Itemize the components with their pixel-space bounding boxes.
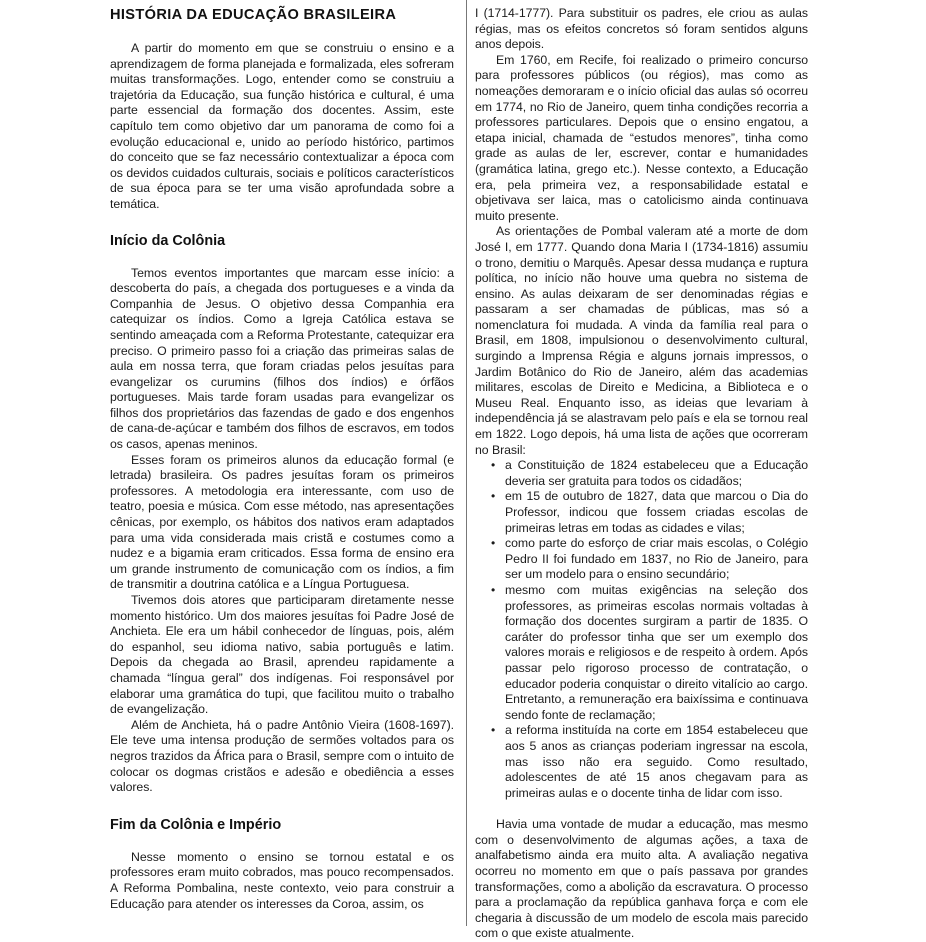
left-column <box>0 0 466 926</box>
bullet-icon: • <box>491 458 496 473</box>
paragraph: Em 1760, em Recife, foi realizado o primeiro concurso para professores públicos (ou régios), mas como as nomeações demoraram e o início oficial das aulas só ocorreu em 1774, no Rio de Janeiro, quem tinha condições recorria a professores particulares. Depois que o ensino engatou, a etapa inicial, chamada de “estudos menores”, tinha como grade as aulas de ler, escrever, contar e humanidades (gramática latina, grego etc.). Nesse contexto, a Educação era, pela primeira vez, a responsabilidade estatal e objetivava ser laica, mas o catolicismo ainda continuava muito presente. <box>475 52 808 223</box>
paragraph: Temos eventos importantes que marcam esse início: a descoberta do país, a chegada dos portugueses e a vinda da Companhia de Jesus. O objetivo dessa Companhia era catequizar os índios. Como a Igreja Católica estava se sentindo ameaçada com a Reforma Protestante, catequizar era preciso. O primeiro passo foi a criação das primeiras salas de aula em nossa terra, que foram criadas pelos jesuítas para evangelizar os curumins (filhos dos índios) e órfãos portugueses. Mais tarde foram usadas para evangelizar os filhos dos proprietários das fazendas de gado e dos engenhos de cana-de-açúcar e também dos filhos de escravos, em todos os casos, apenas meninos. <box>110 265 454 452</box>
list-item: • em 15 de outubro de 1827, data que marcou o Dia do Professor, indicou que fossem criadas escolas de primeiras letras em todas as cidades e vilas; <box>491 489 808 535</box>
list-item: • como parte do esforço de criar mais escolas, o Colégio Pedro II foi fundado em 1837, no Rio de Janeiro, para ser um modelo para o ensino secundário; <box>491 536 808 582</box>
intro-paragraph: A partir do momento em que se construiu o ensino e a aprendizagem de forma planejada e formalizada, eles sofreram muitas transformações. Logo, entender como se construiu a trajetória da Educação, sua função histórica e cultural, é uma parte essencial da formação dos docentes. Assim, este capítulo tem como objetivo dar um panorama de como foi a evolução educacional e, unido ao período histórico, partimos do conceito que se faz necessário contextualizar a época com os devidos cuidados culturais, sociais e políticos característicos de sua época para se ter uma visão aprofundada sobre a temática. <box>110 41 454 211</box>
list-item: • mesmo com muitas exigências na seleção dos professores, as primeiras escolas normais voltadas à formação dos docentes surgiram a partir de 1835. O caráter do professor tinha que ser um exemplo dos valores morais e religiosos e de respeito à ordem. Após passar pelo rigoroso processo de contratação, o educador poderia conquistar o direito vitalício ao cargo. Entretanto, a remuneração era baixíssima e continuava sendo fonte de reclamação; <box>491 582 808 722</box>
paragraph: Tivemos dois atores que participaram diretamente nesse momento histórico. Um dos maiores jesuítas foi Padre José de Anchieta. Ele era um hábil conhecedor de línguas, pois, além do espanhol, seu idioma nativo, sabia português e latim. Depois da chegada ao Brasil, aprendeu rapidamente a chamada “língua geral” dos indígenas. Foi responsável por elaborar uma gramática do tupi, que facilitou muito o trabalho de evangelização. <box>110 593 454 717</box>
list-item: • a reforma instituída na corte em 1854 estabeleceu que aos 5 anos as crianças poderiam ingressar na escola, mas isso não era seguido. Como resultado, adolescentes de até 15 anos chegavam para as primeiras aulas e o docente tinha de lidar com isso. <box>491 723 808 800</box>
bullet-icon: • <box>491 723 496 738</box>
bullet-icon: • <box>491 489 496 504</box>
spacer <box>475 801 808 817</box>
paragraph: As orientações de Pombal valeram até a morte de dom José I, em 1777. Quando dona Maria I (1734-1816) assumiu o trono, demitiu o Marquês. Apesar dessa mudança e ruptura política, no início não houve uma quebra no sistema de ensino. As aulas deixaram de ser denominadas régias e passaram a ser chamadas de públicas, mas só a nomenclatura foi mudada. A vinda da família real para o Brasil, em 1808, impulsionou o desenvolvimento cultural, surgindo a Imprensa Régia e alguns jornais impressos, o Jardim Botânico do Rio de Janeiro, além das academias militares, escolas de Direito e Medicina, a Biblioteca e o Museu Real. Enquanto isso, as ideias que levariam à independência já se alastravam pelo país e ela se tornou real em 1822. Logo depois, há uma lista de ações que ocorreram no Brasil: <box>475 224 808 457</box>
paragraph: Esses foram os primeiros alunos da educação formal (e letrada) brasileira. Os padres jesuítas foram os primeiros professores. A metodologia era interessante, com uso de teatro, poesia e música. Com esse método, nas apresentações cênicas, por exemplo, os hábitos dos nativos eram adaptados para uma vida considerada mais cristã e costumes como a nudez e a bigamia eram criticados. Essa forma de ensino era um grande instrumento de comunicação com os índios, a fim de transmitir a doutrina católica e a Língua Portuguesa. <box>110 452 454 592</box>
section-heading-fim-colonia-imperio: Fim da Colônia e Império <box>110 816 282 833</box>
section-heading-inicio-colonia: Início da Colônia <box>110 232 226 249</box>
document-title: HISTÓRIA DA EDUCAÇÃO BRASILEIRA <box>110 7 397 23</box>
bullet-icon: • <box>491 536 496 551</box>
right-column <box>466 0 926 941</box>
paragraph: Nesse momento o ensino se tornou estatal e os professores eram muito cobrados, mas pouco recompensados. A Reforma Pombalina, neste contexto, veio para construir a Educação para atender os interesses da Coroa, assim, os <box>110 849 454 911</box>
paragraph: Além de Anchieta, há o padre Antônio Vieira (1608-1697). Ele teve uma intensa produção de sermões voltados para os negros trazidos da África para o Brasil, sempre com o intuito de colocar os dogmas cristãos e adesão e obediência a esses valores. <box>110 717 454 795</box>
paragraph: Havia uma vontade de mudar a educação, mas mesmo com o desenvolvimento de algumas ações, a taxa de analfabetismo ainda era muito alta. A avaliação negativa ocorreu no momento em que o país passava por grandes transformações, como a abolição da escravatura. O processo para a proclamação da república ganhava força e com ele chegaria à discussão de um modelo de escola mais parecido com o que existe atualmente. <box>475 817 808 941</box>
list-item: • a Constituição de 1824 estabeleceu que a Educação deveria ser gratuita para todos os cidadãos; <box>491 458 808 488</box>
bullet-icon: • <box>491 582 496 597</box>
bullet-list <box>475 458 808 801</box>
paragraph-continued: I (1714-1777). Para substituir os padres, ele criou as aulas régias, mas os efeitos concretos só foram sentidos alguns anos depois. <box>475 6 808 52</box>
